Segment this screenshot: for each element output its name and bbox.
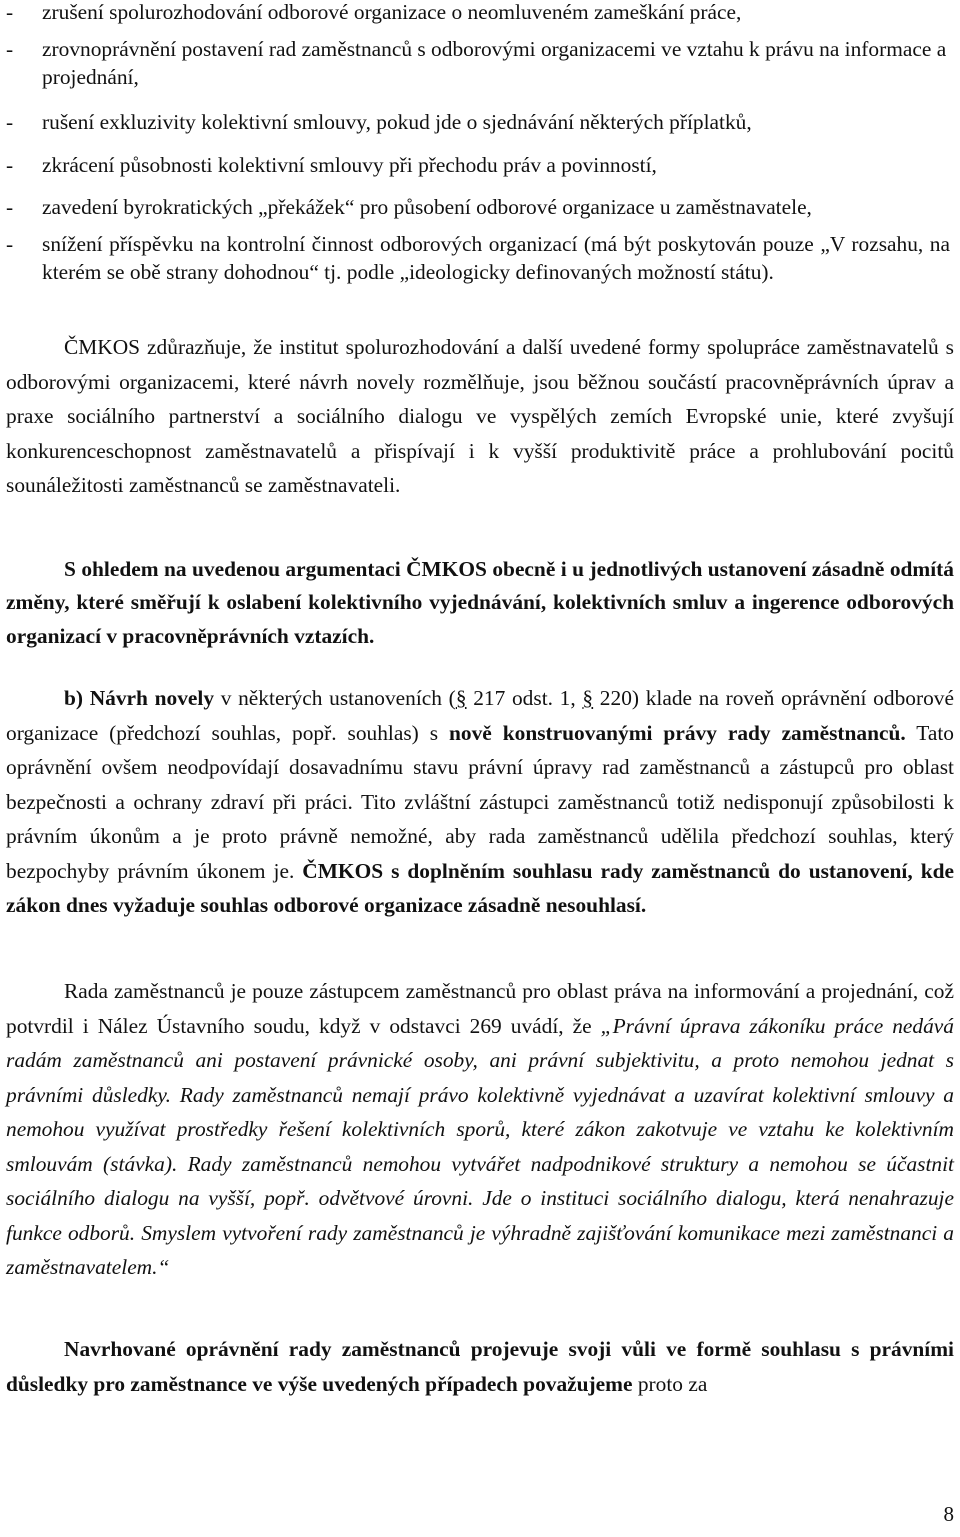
list-item: - zrovnoprávnění postavení rad zaměstnanců s odborovými organizacemi ve vztahu k právu na informace a projednání, [6,37,947,89]
section-sign-icon: § [582,686,594,710]
bullet-text: rušení exkluzivity kolektivní smlouvy, pokud jde o sjednávání některých příplatků, [42,110,752,134]
list-item: - zkrácení působnosti kolektivní smlouvy při přechodu práv a povinností, [6,153,657,177]
bullet-text: zavedení byrokratických „překážek“ pro působení odborové organizace u zaměstnavatele, [42,195,812,219]
paragraph-works-council: b) Návrh novely v některých ustanoveních (§ 217 odst. 1, § 220) klade na roveň oprávnění odborové organizace (předchozí souhlas, popř. souhlas) s nově konstruovanými právy rady zaměstnanců. Tato oprávnění ovšem neodpovídají dosavadnímu stavu právní úpravy rad zaměstnanců a zástupců pro oblast bezpečnosti a ochrany zdraví při práci. Tito zvláštní zástupci zaměstnanců totiž nedisponují způsobilosti k právním úkonům a je proto právně nemožné, aby rada zaměstnanců udělila předchozí souhlas, který bezpochyby právním úkonem je. ČMKOS s doplněním souhlasu rady zaměstnanců do ustanovení, kde zákon dnes vyžaduje souhlas odborové organizace zásadně nesouhlasí. [6,686,955,917]
bullet-text: zrušení spolurozhodování odborové organizace o neomluveném zameškání práce, [42,0,742,24]
bullet-text: zrovnoprávnění postavení rad zaměstnanců s odborovými organizacemi ve vztahu k právu na informace a projednání, [42,37,947,89]
list-item: - rušení exkluzivity kolektivní smlouvy, pokud jde o sjednávání některých příplatků, [6,110,752,134]
bullet-text: snížení příspěvku na kontrolní činnost odborových organizací (má být poskytován pouze „V rozsahu, na kterém se obě strany dohodnou“ tj. podle „ideologicky definovaných možností státu). [42,232,950,284]
page-number: 8 [943,1502,954,1526]
paragraph-rejection: S ohledem na uvedenou argumentaci ČMKOS obecně i u jednotlivých ustanovení zásadně odmítá změny, které směřují k oslabení kolektivního vyjednávání, kolektivních smluv a ingerence odborových organizací v pracovněprávních vztazích. [6,557,954,648]
bullet-text: zkrácení působnosti kolektivní smlouvy při přechodu práv a povinností, [42,153,657,177]
paragraph-cooperation: ČMKOS zdůrazňuje, že institut spolurozhodování a další uvedené formy spolupráce zaměstnavatelů s odborovými organizacemi, které návrh novely rozmělňuje, jsou běžnou součástí pracovněprávních úprav a praxe sociálního partnerství a sociálního dialogu ve vyspělých zemích Evropské unie, které zvyšují konkurenceschopnost zaměstnavatelů a přispívají i k vyšší produktivitě práce a prohlubování pocitů sounáležitosti zaměstnanců se zaměstnavateli. [6,335,954,498]
list-item: - zavedení byrokratických „překážek“ pro působení odborové organizace u zaměstnavatele, [6,195,812,219]
paragraph-conclusion: Navrhované oprávnění rady zaměstnanců projevuje svoji vůli ve formě souhlasu s právními důsledky pro zaměstnance ve výše uvedených případech považujeme proto za [6,1337,954,1396]
list-item: - zrušení spolurozhodování odborové organizace o neomluveném zameškání práce, [6,0,742,24]
paragraph-constitutional-court: Rada zaměstnanců je pouze zástupcem zaměstnanců pro oblast práva na informování a projednání, což potvrdil i Nález Ústavního soudu, když v odstavci 269 uvádí, že „Právní úprava zákoníku práce nedává radám zaměstnanců ani postavení právnické osoby, ani právní subjektivitu, a proto nemohou jednat s právními důsledky. Rady zaměstnanců nemají právo kolektivně vyjednávat a uzavírat kolektivní smlouvy a nemohou využívat prostředky řešení kolektivních sporů, které zákon zakotvuje ve vztahu ke kolektivním smlouvám (stávka). Rady zaměstnanců nemohou vytvářet nadpodnikové struktury a nemohou se účastnit sociálního dialogu na vyšší, popř. odvětvové úrovni. Jde o instituci sociálního dialogu, která nenahrazuje funkce odborů. Smyslem vytvoření rady zaměstnanců je výhradně zajišťování komunikace mezi zaměstnanci a zaměstnavatelem.“ [6,979,954,1279]
section-sign-icon: § [455,686,467,710]
list-item: - snížení příspěvku na kontrolní činnost odborových organizací (má být poskytován pouze „V rozsahu, na kterém se obě strany dohodnou“ tj. podle „ideologicky definovaných možností státu). [6,232,950,284]
